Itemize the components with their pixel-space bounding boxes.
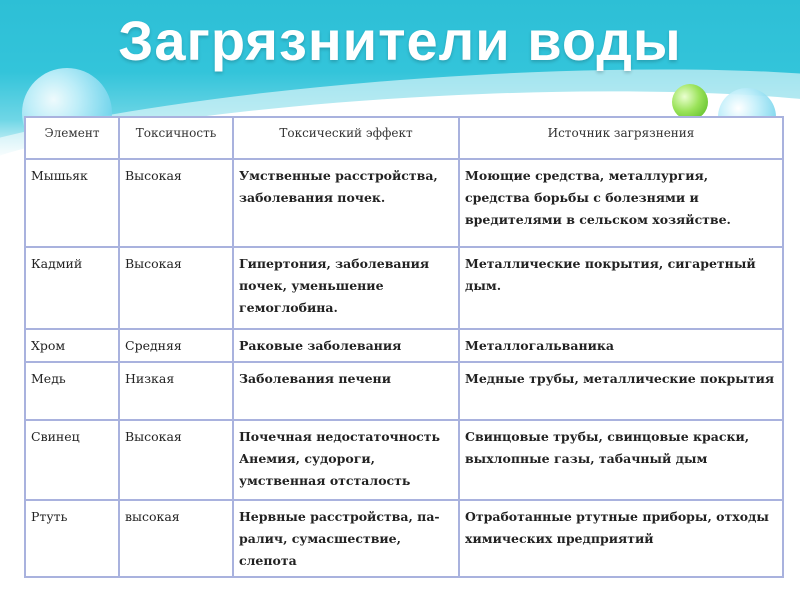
column-header-toxicity: Токсичность	[119, 117, 233, 159]
cell-toxicity: Высокая	[119, 420, 233, 500]
cell-pollution-source: Металлогальваника	[459, 329, 783, 362]
column-header-toxic-effect: Токсический эффект	[233, 117, 459, 159]
page-title: Загрязнители воды	[118, 9, 682, 72]
cell-element: Мышьяк	[25, 159, 119, 247]
bubble-decoration	[672, 84, 708, 120]
cell-toxic-effect: Гипертония, заболевания почек, уменьшение гемоглобина.	[233, 247, 459, 329]
cell-toxic-effect: Умственные расстройства, заболевания почек.	[233, 159, 459, 247]
cell-element: Медь	[25, 362, 119, 420]
cell-toxic-effect: Раковые заболевания	[233, 329, 459, 362]
table-header-row	[25, 117, 783, 159]
cell-toxic-effect: Заболевания печени	[233, 362, 459, 420]
cell-toxicity: Высокая	[119, 247, 233, 329]
cell-toxicity: Высокая	[119, 159, 233, 247]
cell-toxic-effect: Почечная недостаточность Анемия, судороги, умственная отсталость	[233, 420, 459, 500]
cell-pollution-source: Отработанные ртутные приборы, отходы химических предприятий	[459, 500, 783, 577]
column-header-pollution-source: Источник загрязнения	[459, 117, 783, 159]
table-row	[25, 500, 783, 577]
cell-pollution-source: Свинцовые трубы, свинцовые краски, выхлопные газы, табачный дым	[459, 420, 783, 500]
table-row	[25, 159, 783, 247]
table-row	[25, 329, 783, 362]
table-row	[25, 247, 783, 329]
cell-element: Свинец	[25, 420, 119, 500]
cell-pollution-source: Моющие средства, металлургия, средства борьбы с болезнями и вредителями в сельском хозяйстве.	[459, 159, 783, 247]
cell-toxicity: высокая	[119, 500, 233, 577]
cell-element: Хром	[25, 329, 119, 362]
cell-element: Ртуть	[25, 500, 119, 577]
cell-element: Кадмий	[25, 247, 119, 329]
cell-pollution-source: Медные трубы, металлические покрытия	[459, 362, 783, 420]
pollutants-table	[24, 116, 784, 578]
table-row	[25, 420, 783, 500]
cell-pollution-source: Металлические покрытия, сигаретный дым.	[459, 247, 783, 329]
column-header-element: Элемент	[25, 117, 119, 159]
cell-toxicity: Средняя	[119, 329, 233, 362]
cell-toxicity: Низкая	[119, 362, 233, 420]
table-row	[25, 362, 783, 420]
cell-toxic-effect: Нервные расстройства, па-ралич, сумасшествие, слепота	[233, 500, 459, 577]
